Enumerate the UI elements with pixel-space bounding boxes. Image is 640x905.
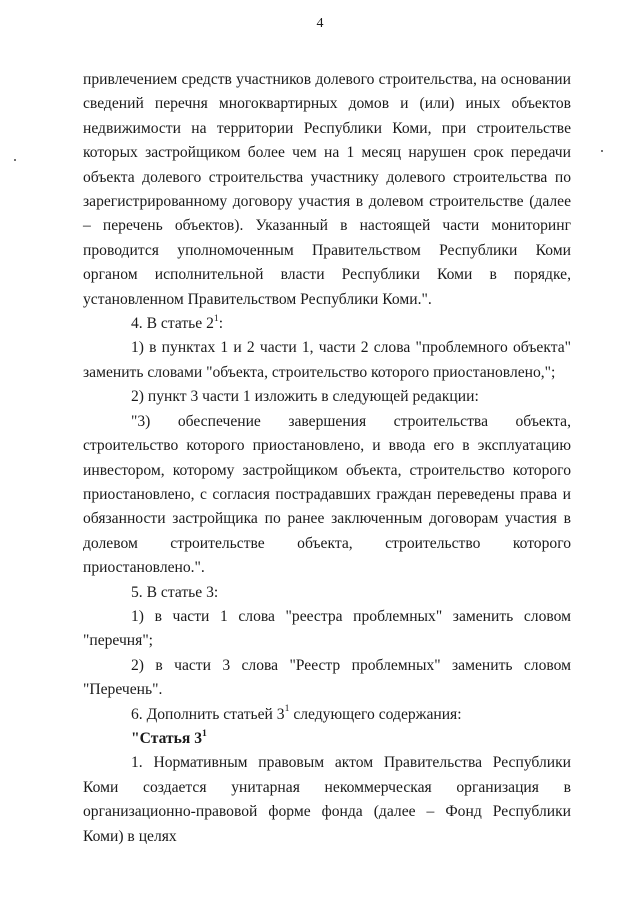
paragraph-item-6: 6. Дополнить статьей $3^1$ следующего содержания: — [131, 703, 462, 723]
document-body — [83, 68, 571, 849]
page-number: 4 — [316, 16, 324, 31]
paragraph-item-5-2: 2) в части 3 слова "Реестр проблемных" заменить словом "Перечень". — [83, 656, 571, 699]
paragraph-item-5: 5. В статье 3: — [131, 583, 219, 601]
paragraph-article-part-1: 1. Нормативным правовым актом Правительства Республики Коми создается унитарная некоммерческая организация в организационно-правовой форме фонда (далее – Фонд Республики Коми) в целях — [83, 754, 571, 845]
paragraph-item-5-1: 1) в части 1 слова "реестра проблемных" заменить словом "перечня"; — [83, 607, 571, 650]
scan-speck-right — [601, 150, 603, 152]
paragraph-item-4: 4. В статье $2^1$: — [131, 312, 224, 333]
paragraph-quoted-clause-3: "3) обеспечение завершения строительства объекта, строительство которого приостановлено, и ввода его в эксплуатацию инвестором, которому застройщиком объекта, строительство которого приостановлено, с согласия пострадавших граждан переведены права и обязанности застройщика по ранее заключенным договорам участия в долевом строительстве объекта, строительство которого приостановлено.". — [83, 412, 571, 577]
paragraph-item-4-1: 1) в пунктах 1 и 2 части 1, части 2 слова "проблемного объекта" заменить словами "объекта, строительство которого приостановлено,"; — [83, 339, 571, 381]
paragraph-item-4-2: 2) пункт 3 части 1 изложить в следующей редакции: — [131, 388, 479, 406]
scan-speck-left — [14, 159, 16, 161]
article-heading: "Статья $3^1$ — [131, 727, 207, 747]
paragraph-continuation: привлечением средств участников долевого строительства, на основании сведений перечня многоквартирных домов и (или) иных объектов недвижимости на территории Республики Коми, при строительстве которых застройщиком более чем на 1 месяц нарушен срок передачи объекта долевого строительства участнику долевого строительства по зарегистрированному договору участия в долевом строительстве (далее – перечень объектов). Указанный в настоящей части мониторинг проводится уполномоченным Правительством Республики Коми органом исполнительной власти Республики Коми в порядке, установленном Правительством Республики Коми.". — [83, 71, 571, 308]
